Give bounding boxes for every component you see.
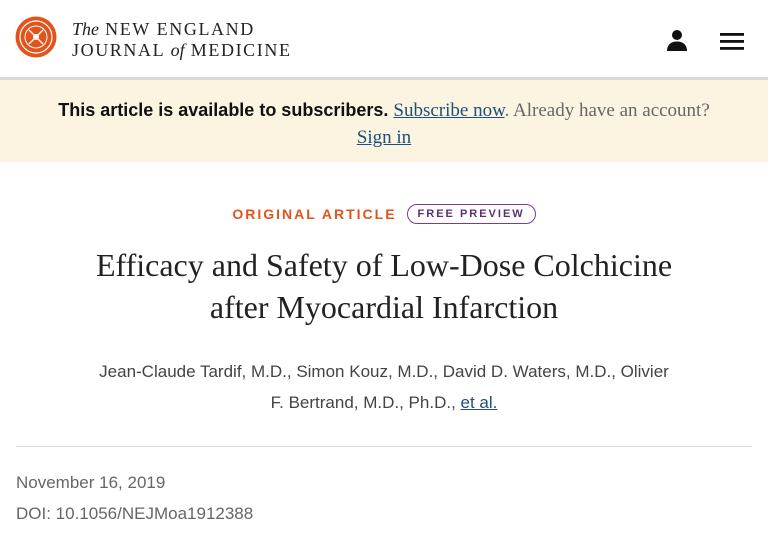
brand-journal: JOURNAL: [72, 40, 165, 60]
account-prompt: . Already have an account?: [504, 100, 710, 121]
doi: DOI: 10.1056/NEJMoa1912388: [16, 504, 254, 523]
nejm-seal-icon[interactable]: [14, 15, 58, 59]
brand-medicine: MEDICINE: [190, 40, 292, 60]
brand-prefix: The: [72, 19, 99, 39]
publication-date: November 16, 2019: [16, 473, 166, 492]
article-header: [0, 204, 768, 418]
authors-line-1: Jean-Claude Tardif, M.D., Simon Kouz, M.D., David D. Waters, M.D., Olivier: [99, 362, 669, 381]
user-icon[interactable]: [665, 28, 689, 52]
brand-line1: NEW ENGLAND: [105, 19, 255, 39]
signin-link[interactable]: Sign in: [356, 127, 412, 148]
subscribe-link[interactable]: Subscribe now: [393, 100, 505, 121]
article-title: [44, 244, 724, 328]
site-logo[interactable]: [72, 19, 292, 61]
author-list: [34, 356, 734, 418]
site-header: [0, 0, 768, 80]
subscriber-notice: This article is available to subscribers.: [58, 100, 389, 120]
divider: [16, 446, 752, 447]
article-tags: [0, 204, 768, 224]
subscriber-banner: [0, 80, 768, 162]
article-meta: [16, 467, 768, 529]
brand-of: of: [170, 40, 185, 60]
et-al-link[interactable]: et al.: [460, 393, 498, 412]
title-line-1: Efficacy and Safety of Low-Dose Colchicine: [95, 247, 673, 283]
authors-line-2: F. Bertrand, M.D., Ph.D.,: [270, 393, 461, 412]
free-preview-badge: FREE PREVIEW: [407, 204, 536, 224]
title-line-2: after Myocardial Infarction: [209, 289, 559, 325]
article-type: ORIGINAL ARTICLE: [232, 206, 397, 222]
menu-icon[interactable]: [718, 30, 746, 52]
